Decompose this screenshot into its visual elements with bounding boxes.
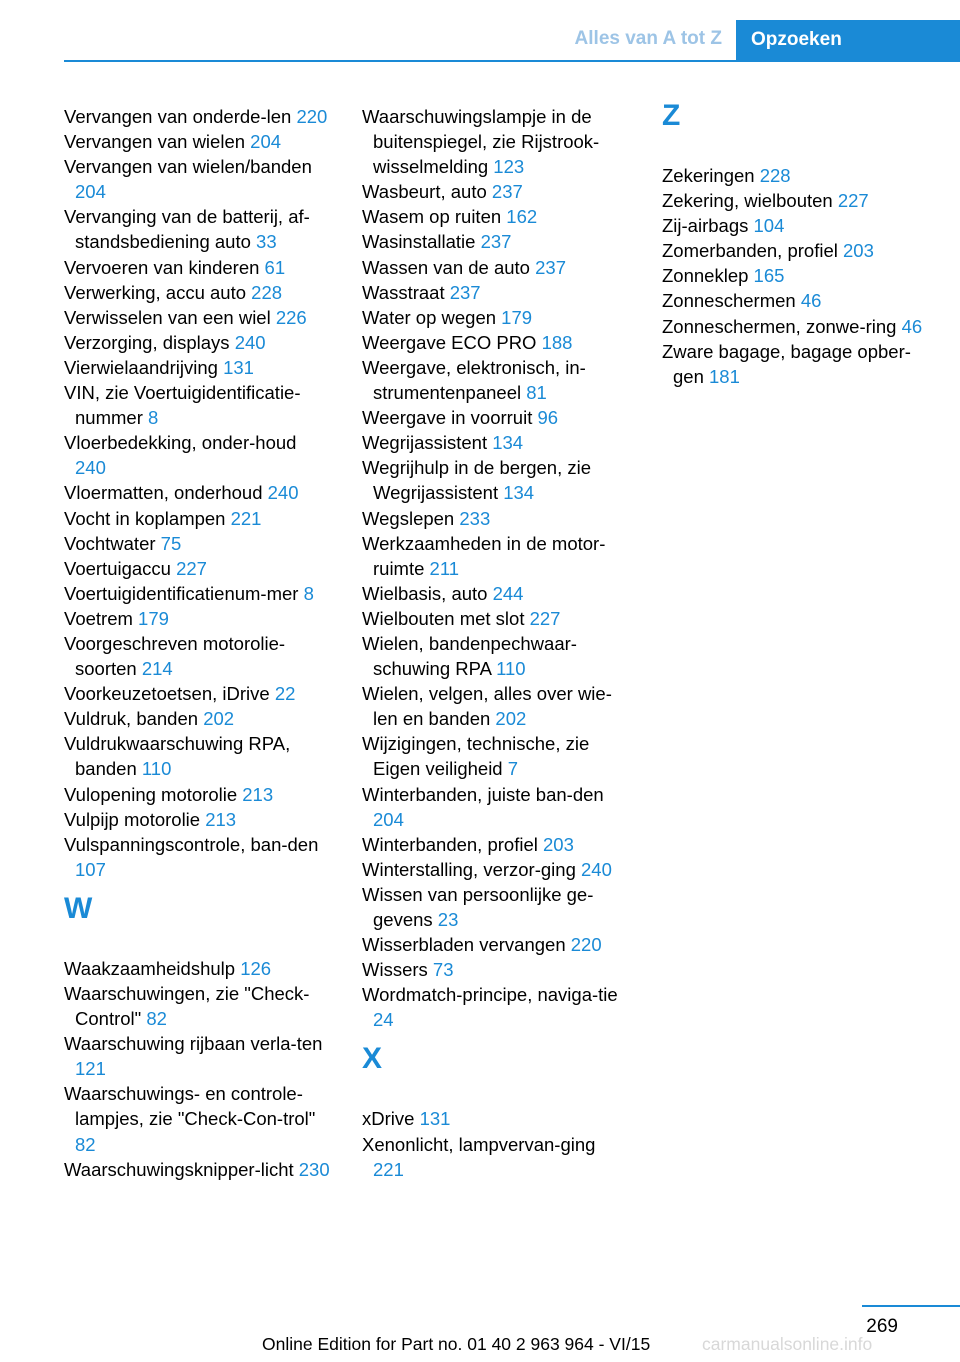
index-entry: [362, 531, 630, 581]
page-reference-link[interactable]: 227: [529, 607, 561, 629]
page-reference-link[interactable]: 181: [709, 365, 740, 387]
index-entry: [362, 405, 630, 430]
index-entry-text: Vulopening motorolie: [64, 783, 238, 805]
index-entry: [64, 1031, 332, 1081]
page-reference-link[interactable]: 188: [541, 331, 573, 353]
page-reference-link[interactable]: 123: [493, 156, 525, 178]
index-entry: [64, 204, 332, 254]
page-reference-link[interactable]: 227: [176, 557, 207, 579]
page-reference-link[interactable]: 213: [242, 783, 274, 805]
index-entry: [362, 104, 630, 179]
index-entry: [64, 606, 332, 631]
index-entry: [64, 380, 332, 430]
page-reference-link[interactable]: 46: [800, 290, 822, 312]
index-entry-text: Zekering, wielbouten: [662, 190, 833, 212]
header-rule: [64, 60, 960, 62]
index-entry: [362, 455, 630, 505]
index-entry-text: Vulspanningscontrole, ban‐den: [64, 833, 319, 855]
page-reference-link[interactable]: 233: [459, 507, 491, 529]
index-entry: [362, 731, 630, 781]
index-entry-text: Waarschuwings- en controle‐lampjes, zie "Check-Con‐trol": [64, 1083, 316, 1130]
index-entry: [362, 305, 630, 330]
index-entry-text: Weergave in voorruit: [362, 407, 533, 429]
index-entry: [362, 932, 630, 957]
page-reference-link[interactable]: 131: [223, 356, 254, 378]
index-entry-text: Vuldrukwaarschuwing RPA, banden: [64, 733, 291, 780]
index-entry: [64, 581, 332, 606]
chapter-tab: Opzoeken: [736, 20, 960, 60]
page-reference-link[interactable]: 221: [230, 507, 262, 529]
page-reference-link[interactable]: 240: [75, 457, 106, 479]
page-reference-link[interactable]: 165: [753, 265, 785, 287]
index-entry-text: Zomerbanden, profiel: [662, 240, 838, 262]
index-entry-text: Wasbeurt, auto: [362, 181, 487, 203]
index-entry-text: Vocht in koplampen: [64, 507, 226, 529]
index-entry-text: Zonneschermen, zonwe‐ring: [662, 315, 897, 337]
index-entry-text: Winterbanden, profiel: [362, 833, 538, 855]
page-reference-link[interactable]: 202: [203, 708, 235, 730]
index-entry: [362, 957, 630, 982]
page-reference-link[interactable]: 73: [432, 959, 454, 981]
index-entry: [362, 229, 630, 254]
index-entry-text: Waarschuwingsknipper‐licht: [64, 1158, 294, 1180]
index-entry: [64, 506, 332, 531]
index-entry-text: Zekeringen: [662, 165, 755, 186]
index-entry-text: Voetrem: [64, 607, 133, 629]
index-entry: [662, 339, 930, 389]
index-entry: [64, 782, 332, 807]
page-reference-link[interactable]: 221: [373, 1158, 404, 1180]
page-reference-link[interactable]: 110: [496, 658, 526, 680]
page-reference-link[interactable]: 134: [503, 482, 535, 504]
page-reference-link[interactable]: 226: [275, 306, 307, 328]
index-entry-text: Wielbasis, auto: [362, 582, 488, 604]
index-entry: [64, 305, 332, 330]
index-entry-text: Vuldruk, banden: [64, 708, 199, 730]
index-entry: [362, 857, 630, 882]
page-reference-link[interactable]: 8: [148, 407, 159, 429]
index-entry: [362, 1106, 630, 1131]
edition-footer: Online Edition for Part no. 01 40 2 963 964 - VI/15: [262, 1334, 651, 1354]
index-entry: [64, 832, 332, 882]
index-entry: [64, 731, 332, 781]
index-entry: [362, 506, 630, 531]
index-entry: [662, 263, 930, 288]
index-entry: [64, 129, 332, 154]
index-entry-text: Winterstalling, verzor‐ging: [362, 858, 576, 880]
index-entry: [362, 1132, 630, 1182]
index-letter-heading: X: [362, 1042, 383, 1076]
index-letter-heading: W: [64, 891, 93, 925]
index-column-1: [64, 104, 332, 1182]
index-entry-text: Wordmatch-principe, naviga‐tie: [362, 984, 618, 1006]
page-reference-link[interactable]: 82: [146, 1008, 167, 1030]
page-reference-link[interactable]: 204: [250, 131, 282, 153]
index-entry-text: Wielbouten met slot: [362, 607, 525, 629]
page-reference-link[interactable]: 24: [373, 1009, 394, 1031]
index-entry: [662, 238, 930, 263]
index-entry: [64, 1081, 332, 1156]
index-entry-text: Verwerking, accu auto: [64, 281, 247, 303]
index-entry-text: Voertuigidentificatienum‐mer: [64, 582, 299, 604]
page-reference-link[interactable]: 134: [492, 432, 524, 454]
page-reference-link[interactable]: 104: [753, 215, 785, 237]
index-entry: [64, 681, 332, 706]
index-entry: [362, 430, 630, 455]
index-entry-text: Xenonlicht, lampvervan‐ging: [362, 1133, 596, 1155]
page-reference-link[interactable]: 23: [437, 909, 459, 930]
index-entry-text: Weergave ECO PRO: [362, 331, 537, 353]
index-entry-text: Vervangen van wielen/banden: [64, 156, 312, 178]
index-entry-text: Vulpijp motorolie: [64, 808, 201, 830]
index-entry-text: Wassen van de auto: [362, 256, 530, 278]
index-entry: [362, 681, 630, 731]
index-entry: [64, 330, 332, 355]
page-reference-link[interactable]: 228: [251, 281, 283, 303]
index-entry-text: Vervangen van onderde‐len: [64, 106, 292, 127]
index-entry: [64, 480, 332, 505]
index-entry: [662, 314, 930, 339]
index-entry-text: Wissen van persoonlijke ge‐gevens: [362, 883, 594, 930]
index-entry-text: Wielen, bandenpechwaar‐schuwing RPA: [362, 632, 577, 680]
page-reference-link[interactable]: 204: [75, 181, 106, 203]
page-reference-link[interactable]: 227: [837, 190, 869, 212]
page-reference-link[interactable]: 228: [759, 165, 791, 186]
page-reference-link[interactable]: 82: [75, 1133, 96, 1155]
index-entry-text: Zonneklep: [662, 265, 749, 287]
page-reference-link[interactable]: 107: [75, 858, 106, 880]
index-entry: [362, 330, 630, 355]
index-entry-text: Vierwielaandrijving: [64, 356, 218, 378]
index-entry: [64, 807, 332, 832]
watermark: carmanualsonline.info: [702, 1334, 873, 1354]
page-reference-link[interactable]: 96: [537, 407, 559, 429]
index-entry: [64, 430, 332, 480]
index-entry-text: Vervoeren van kinderen: [64, 256, 260, 278]
index-entry: [362, 982, 630, 1032]
index-entry-text: Waarschuwingslampje in de buitenspiegel, zie Rijstrook‐wisselmelding: [362, 106, 600, 178]
footer-rule: [862, 1305, 960, 1307]
page-reference-link[interactable]: 220: [570, 934, 602, 956]
index-entry-text: Wijzigingen, technische, zie Eigen veiligheid: [362, 733, 590, 780]
index-entry: [662, 288, 930, 313]
index-entry-text: Voorgeschreven motorolie‐soorten: [64, 632, 286, 680]
index-entry: [662, 163, 930, 188]
index-entry: [64, 981, 332, 1031]
index-column-2: [362, 104, 630, 1182]
index-entry-text: Zware bagage, bagage opber‐gen: [662, 340, 911, 387]
index-entry: [64, 104, 332, 129]
index-entry: [362, 581, 630, 606]
index-entry: [362, 204, 630, 229]
index-entry-text: Verwisselen van een wiel: [64, 306, 271, 328]
index-entry: [64, 531, 332, 556]
page-reference-link[interactable]: 240: [234, 331, 266, 353]
index-entry-text: Weergave, elektronisch, in‐strumentenpaneel: [362, 356, 586, 404]
page-reference-link[interactable]: 204: [373, 808, 404, 830]
page-reference-link[interactable]: 220: [296, 106, 328, 127]
page-reference-link[interactable]: 8: [303, 582, 314, 604]
index-entry: [362, 782, 630, 832]
index-entry: [362, 882, 630, 932]
index-entry: [64, 956, 332, 981]
index-entry: [362, 832, 630, 857]
index-entry-text: Winterbanden, juiste ban‐den: [362, 783, 604, 805]
index-entry-text: Vochtwater: [64, 532, 156, 554]
index-entry: [662, 213, 930, 238]
page-reference-link[interactable]: 237: [535, 256, 566, 278]
index-entry: [362, 606, 630, 631]
index-entry-text: Waakzaamheidshulp: [64, 957, 236, 979]
page-reference-link[interactable]: 213: [205, 808, 237, 830]
page-reference-link[interactable]: 240: [581, 858, 612, 880]
index-entry-text: Water op wegen: [362, 306, 497, 328]
page-reference-link[interactable]: 131: [419, 1108, 451, 1130]
page-reference-link[interactable]: 244: [492, 582, 524, 604]
page-header: [0, 0, 960, 62]
page-reference-link[interactable]: 179: [138, 607, 169, 629]
page-reference-link[interactable]: 214: [141, 658, 173, 680]
page-reference-link[interactable]: 211: [429, 557, 460, 579]
index-entry-text: Vloermatten, onderhoud: [64, 482, 263, 504]
index-entry: [64, 154, 332, 204]
index-entry-text: Verzorging, displays: [64, 331, 230, 353]
page-reference-link[interactable]: 126: [240, 957, 272, 979]
index-entry-text: Wasem op ruiten: [362, 206, 502, 228]
page-reference-link[interactable]: 203: [843, 240, 874, 262]
page-reference-link[interactable]: 230: [298, 1158, 330, 1180]
index-entry-text: Waarschuwing rijbaan verla‐ten: [64, 1033, 323, 1055]
index-entry: [64, 1157, 332, 1182]
index-entry-text: Voertuigaccu: [64, 557, 171, 579]
index-entry-text: Wielen, velgen, alles over wie‐len en banden: [362, 683, 612, 730]
index-entry-text: xDrive: [362, 1108, 415, 1130]
index-entry-text: Wasinstallatie: [362, 231, 476, 253]
index-entry-text: Waarschuwingen, zie "Check-Control": [64, 983, 310, 1030]
page-reference-link[interactable]: 162: [506, 206, 538, 228]
page-reference-link[interactable]: 237: [491, 181, 523, 203]
page-number: 269: [866, 1316, 898, 1337]
index-entry-text: Vervanging van de batterij, af‐standsbediening auto: [64, 206, 310, 253]
index-entry-text: Wegrijassistent: [362, 432, 488, 454]
index-entry: [362, 631, 630, 681]
page-reference-link[interactable]: 237: [449, 281, 481, 303]
page-reference-link[interactable]: 7: [507, 758, 519, 780]
index-entry: [64, 556, 332, 581]
index-entry-text: Wissers: [362, 959, 428, 981]
page-reference-link[interactable]: 240: [267, 482, 299, 504]
page-reference-link[interactable]: 61: [264, 256, 286, 278]
index-entry: [662, 188, 930, 213]
index-entry-text: Voorkeuzetoetsen, iDrive: [64, 683, 270, 705]
index-entry-text: Zij-airbags: [662, 215, 749, 237]
index-entry: [64, 631, 332, 681]
index-entry: [64, 706, 332, 731]
index-entry-text: Werkzaamheden in de motor‐ruimte: [362, 532, 606, 579]
index-entry-text: VIN, zie Voertuigidentificatie‐nummer: [64, 382, 301, 429]
page-reference-link[interactable]: 203: [543, 833, 574, 855]
index-entry-text: Wisserbladen vervangen: [362, 934, 566, 956]
index-entry: [362, 280, 630, 305]
index-letter-heading: Z: [662, 99, 681, 132]
page-reference-link[interactable]: 33: [256, 231, 277, 253]
index-entry-text: Vloerbedekking, onder‐houd: [64, 432, 297, 454]
page-reference-link[interactable]: 179: [501, 306, 533, 328]
index-entry: [64, 280, 332, 305]
page-reference-link[interactable]: 121: [75, 1058, 106, 1080]
index-entry-text: Wegrijhulp in de bergen, zie Wegrijassistent: [362, 457, 591, 504]
index-entry: [362, 255, 630, 280]
page-reference-link[interactable]: 110: [141, 758, 172, 780]
page-reference-link[interactable]: 81: [526, 382, 547, 404]
page-reference-link[interactable]: 22: [274, 683, 296, 705]
index-entry: [64, 355, 332, 380]
page-reference-link[interactable]: 237: [480, 231, 512, 253]
index-entry-text: Zonneschermen: [662, 290, 796, 312]
index-entry-text: Vervangen van wielen: [64, 131, 246, 153]
page-reference-link[interactable]: 202: [495, 708, 527, 730]
index-column-3: [662, 99, 930, 389]
page-reference-link[interactable]: 75: [160, 532, 182, 554]
index-entry-text: Wegslepen: [362, 507, 455, 529]
index-entry-text: Wasstraat: [362, 281, 445, 303]
page-reference-link[interactable]: 46: [901, 315, 923, 337]
index-entry: [64, 255, 332, 280]
index-entry: [362, 355, 630, 405]
index-entry: [362, 179, 630, 204]
section-title: Alles van A tot Z: [574, 28, 722, 49]
